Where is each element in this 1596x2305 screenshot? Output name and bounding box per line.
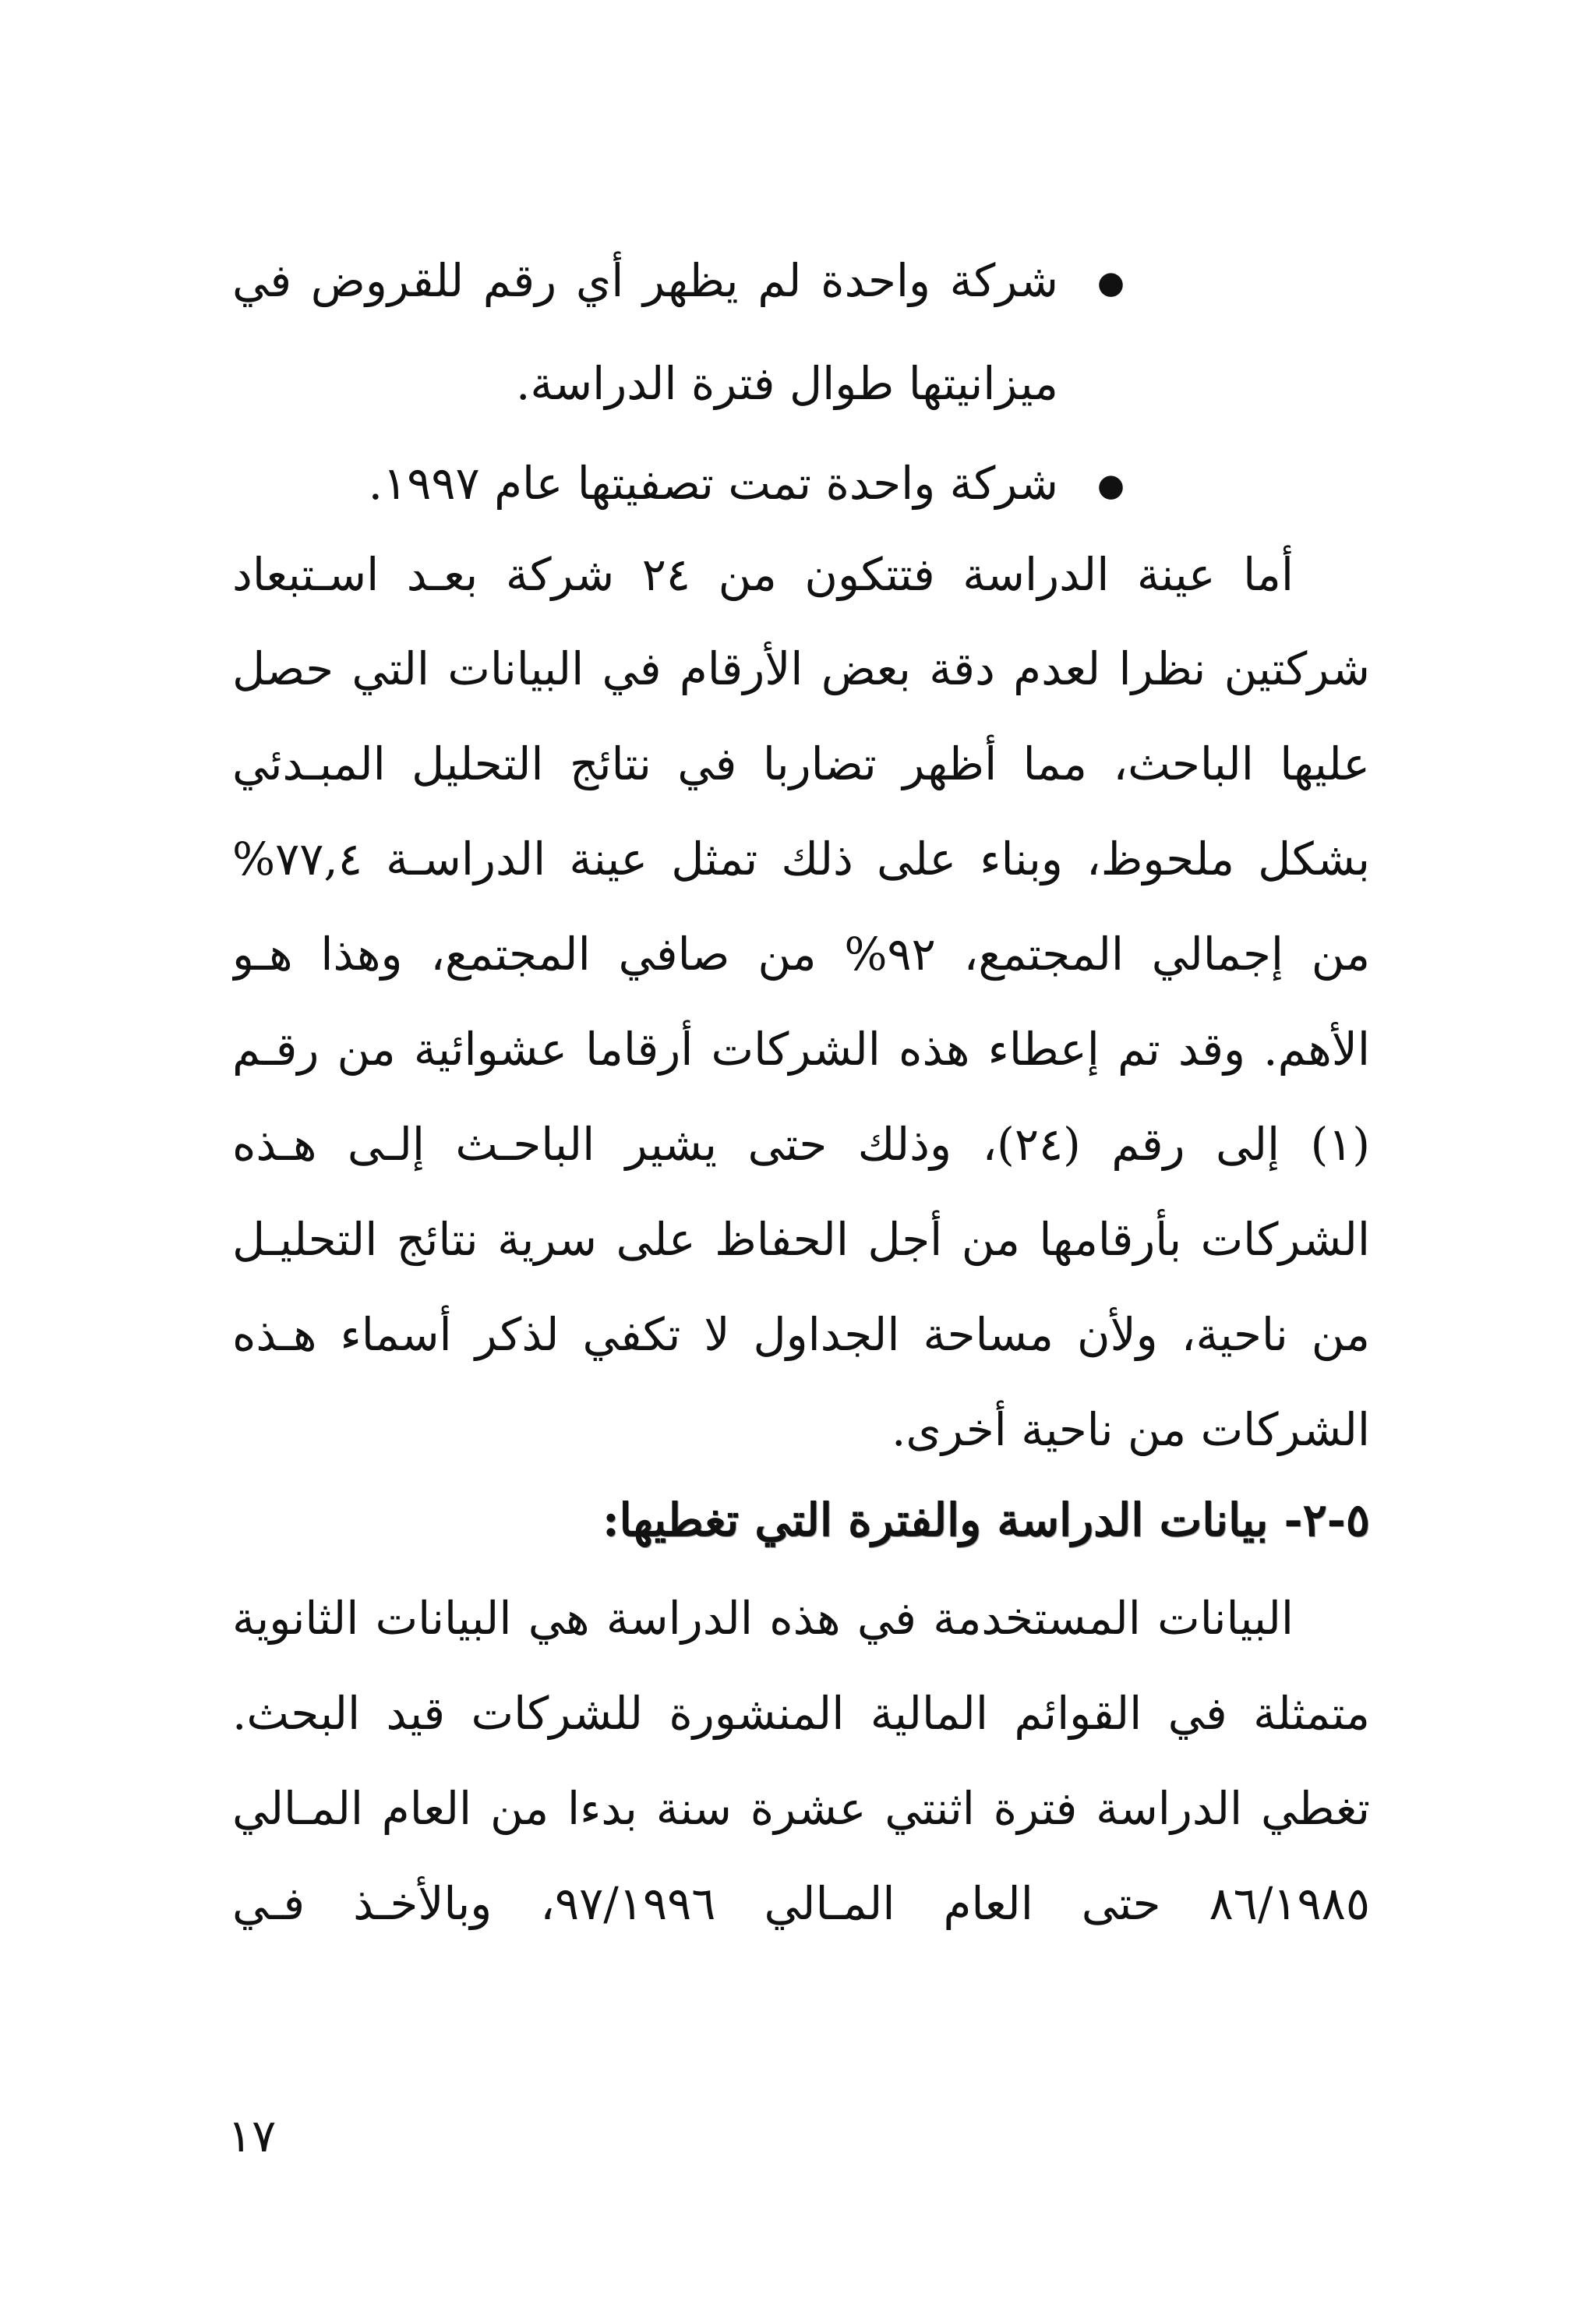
paragraph-1-line-2: شركتين نظرا لعدم دقة بعض الأرقام في البيانات التي حصل — [232, 642, 1370, 695]
paragraph-1-line-3: عليها الباحث، مما أظهر تضاربا في نتائج التحليل المبـدئي — [232, 737, 1370, 790]
paragraph-1-line-1: أما عينة الدراسة فتتكون من ٢٤ شركة بعـد اسـتبعاد — [232, 548, 1294, 601]
paragraph-1-line-5: من إجمالي المجتمع، ٩٢% من صافي المجتمع، وهذا هـو — [232, 928, 1370, 981]
paragraph-1-line-7: (١) إلى رقم (٢٤)، وذلك حتى يشير الباحـث إلـى هـذه — [232, 1118, 1370, 1171]
paragraph-1-line-6: الأهم. وقد تم إعطاء هذه الشركات أرقاما عشوائية من رقـم — [232, 1023, 1370, 1076]
bullet-marker: ● — [1097, 468, 1125, 504]
paragraph-2-line-4: ٨٦/١٩٨٥ حتى العام المـالي ٩٧/١٩٩٦، وبالأخـذ فـي — [232, 1877, 1370, 1930]
bullet-1-line-2: ميزانيتها طوال فترة الدراسة. — [515, 357, 1058, 410]
paragraph-1-line-10: الشركات من ناحية أخرى. — [891, 1403, 1370, 1456]
bullet-2-line-1: شركة واحدة تمت تصفيتها عام ١٩٩٧. — [368, 457, 1058, 510]
bullet-marker: ● — [1097, 265, 1125, 301]
paragraph-2-line-2: متمثلة في القوائم المالية المنشورة للشركات قيد البحث. — [232, 1687, 1370, 1740]
paragraph-2-line-3: تغطي الدراسة فترة اثنتي عشرة سنة بدءا من العام المـالي — [232, 1782, 1370, 1835]
bullet-1-line-1: شركة واحدة لم يظهر أي رقم للقروض في — [232, 254, 1058, 307]
paragraph-1-line-9: من ناحية، ولأن مساحة الجداول لا تكفي لذكر أسماء هـذه — [232, 1308, 1370, 1361]
paragraph-1-line-8: الشركات بأرقامها من أجل الحفاظ على سرية نتائج التحليـل — [232, 1213, 1370, 1266]
section-heading: ٥-٢- بيانات الدراسة والفترة التي تغطيها: — [602, 1494, 1370, 1547]
paragraph-1-line-4: بشكل ملحوظ، وبناء على ذلك تمثل عينة الدراسـة ٧٧,٤% — [232, 833, 1370, 886]
paragraph-2-line-1: البيانات المستخدمة في هذه الدراسة هي البيانات الثانوية — [232, 1592, 1294, 1645]
page-number: ١٧ — [228, 2109, 277, 2162]
